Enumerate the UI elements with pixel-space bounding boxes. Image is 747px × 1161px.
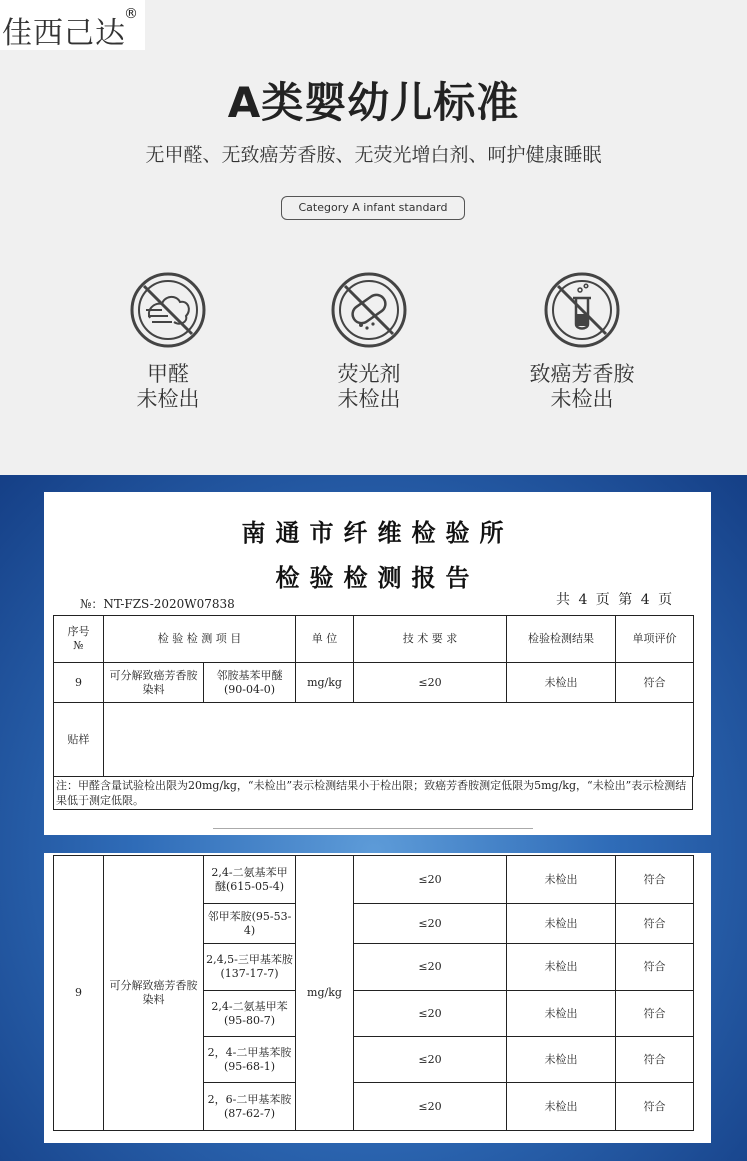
header-eval: 单项评价: [616, 616, 694, 663]
no-formaldehyde-icon: [128, 270, 208, 350]
cell-item: 可分解致癌芳香胺染料: [104, 856, 204, 1131]
cell-seq: 9: [54, 663, 104, 703]
cell-result: 未检出: [507, 856, 616, 904]
cell-eval: 符合: [616, 904, 694, 944]
header-result: 检验检测结果: [507, 616, 616, 663]
cell-result: 未检出: [507, 1083, 616, 1131]
cell-req: ≤20: [354, 944, 507, 991]
table-row: [54, 663, 694, 703]
table-row: [54, 856, 694, 904]
header-seq: 序号 №: [54, 616, 104, 663]
registered-mark: ®: [124, 6, 138, 22]
cell-eval: 符合: [616, 663, 694, 703]
report-org: 南通市纤维检验所: [241, 518, 514, 547]
cell-eval: 符合: [616, 944, 694, 991]
cell-result: 未检出: [507, 1037, 616, 1083]
cell-sub: 2,4,5-三甲基苯胺(137-17-7): [204, 944, 296, 991]
report-title: 检验检测报告: [275, 563, 480, 592]
feature-amine: [502, 270, 662, 412]
cell-item: 可分解致癌芳香胺染料: [104, 663, 204, 703]
cell-unit: mg/kg: [296, 856, 354, 1131]
brand-logo-text: 佳西己达: [2, 16, 126, 51]
table-header-row: [54, 616, 694, 663]
cell-sub: 2，6-二甲基苯胺(87-62-7): [204, 1083, 296, 1131]
feature-fluorescent: [289, 270, 449, 412]
amine-table: [53, 855, 694, 1131]
feature-label-1: 甲醛: [147, 362, 189, 386]
sample-label: 贴样: [54, 703, 104, 777]
cell-result: 未检出: [507, 944, 616, 991]
cell-seq: 9: [54, 856, 104, 1131]
cell-eval: 符合: [616, 1083, 694, 1131]
cell-req: ≤20: [354, 663, 507, 703]
brand-logo: [0, 0, 145, 50]
cell-req: ≤20: [354, 856, 507, 904]
cell-sub: 2,4-二氨基苯甲醚(615-05-4): [204, 856, 296, 904]
header-req: 技 术 要 求: [354, 616, 507, 663]
cell-sub: 邻甲苯胺(95-53-4): [204, 904, 296, 944]
no-carcinogenic-amine-icon: [542, 270, 622, 350]
feature-formaldehyde: [88, 270, 248, 412]
sample-area: [104, 703, 694, 777]
feature-label-3: 致癌芳香胺: [529, 362, 635, 386]
cell-eval: 符合: [616, 991, 694, 1037]
cell-eval: 符合: [616, 1037, 694, 1083]
cell-sub: 2,4-二氨基甲苯(95-80-7): [204, 991, 296, 1037]
cell-req: ≤20: [354, 1083, 507, 1131]
feature-status-3: 未检出: [550, 387, 614, 411]
cell-req: ≤20: [354, 1037, 507, 1083]
report-pages: 共 4 页 第 4 页: [556, 592, 675, 608]
cell-req: ≤20: [354, 904, 507, 944]
divider: [213, 828, 533, 829]
report-note: 注：甲醛含量试验检出限为20mg/kg，“未检出”表示检测结果小于检出限；致癌芳香胺测定低限为5mg/kg，“未检出”表示检测结果低于测定低限。: [53, 776, 693, 810]
cell-req: ≤20: [354, 991, 507, 1037]
no-fluorescent-icon: [329, 270, 409, 350]
cell-result: 未检出: [507, 991, 616, 1037]
cell-eval: 符合: [616, 856, 694, 904]
feature-label-2: 荧光剂: [337, 362, 401, 386]
hero-section: [0, 0, 747, 475]
headline: A类婴幼儿标准: [227, 78, 520, 127]
cell-sub: 邻胺基苯甲醚(90-04-0): [204, 663, 296, 703]
cell-result: 未检出: [507, 904, 616, 944]
cell-sub: 2，4-二甲基苯胺(95-68-1): [204, 1037, 296, 1083]
report-number: №：NT-FZS-2020W07838: [80, 597, 235, 611]
cell-unit: mg/kg: [296, 663, 354, 703]
sample-row: [54, 703, 694, 777]
feature-status-2: 未检出: [337, 387, 401, 411]
subline: 无甲醛、无致癌芳香胺、无荧光增白剂、呵护健康睡眠: [145, 144, 602, 166]
cell-result: 未检出: [507, 663, 616, 703]
feature-status-1: 未检出: [136, 387, 200, 411]
header-item: 检 验 检 测 项 目: [104, 616, 296, 663]
category-badge: Category A infant standard: [281, 196, 465, 220]
report-table: [53, 615, 694, 777]
header-unit: 单 位: [296, 616, 354, 663]
